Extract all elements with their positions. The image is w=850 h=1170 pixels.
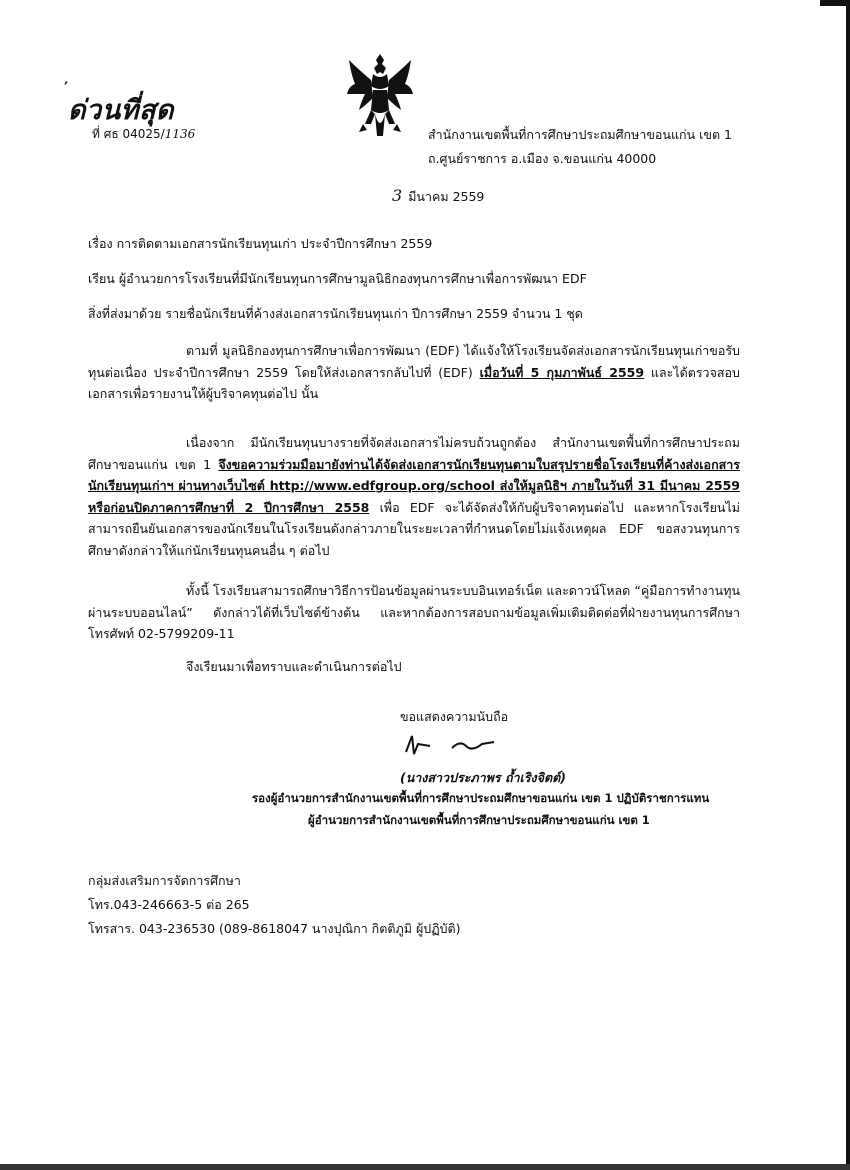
paragraph-request-end: เพื่อ EDF จะได้จัดส่งให้กับผู้บริจาคทุนต่อไป และหากโรงเรียนไม่สามารถยืนยันเอกสารของนักเรียนในโรงเรียนดังกล่าวภายในระยะเวลาที่กำหนดโดยไม่แจ้งเหตุผล EDF ขอสงวนทุนการศึกษาดังกล่าวให้แก่นักเรียนทุนคนอื่น ๆ ต่อไป (88, 499, 740, 558)
scan-edge-bottom (0, 1164, 850, 1170)
signer-name: (นางสาวประภาพร ถ้ำเริงจิตต์) (400, 770, 566, 785)
recipient-line: เรียน ผู้อำนวยการโรงเรียนที่มีนักเรียนทุนการศึกษามูลนิธิกองทุนการศึกษาเพื่อการพัฒนา EDF (88, 271, 587, 286)
signature-closing: ขอแสดงความนับถือ (400, 709, 509, 724)
paragraph-reference-end: และได้ตรวจสอบเอกสารเพื่อรายงานให้ผู้บริจาคทุนต่อไป นั้น (88, 364, 740, 401)
urgent-stamp: ด่วนที่สุด (68, 95, 174, 126)
subject-line: เรื่อง การติดตามเอกสารนักเรียนทุนเก่า ประจำปีการศึกษา 2559 (88, 236, 433, 251)
paragraph-instructions: ทั้งนี้ โรงเรียนสามารถศึกษาวิธีการป้อนข้อมูลผ่านระบบอินเทอร์เน็ต และดาวน์โหลด “คู่มือการทำงานทุน ผ่านระบบออนไลน์” ดังกล่าวได้ที่เว็บไซต์ข้างต้น และหากต้องการสอบถามข้อมูลเพิ่มเติมติดต่อที่ฝ่ายงานทุนการศึกษา โทรศัพท์ 02-5799209-11 (88, 583, 740, 641)
contact-phone: โทร.043-246663-5 ต่อ 265 (88, 897, 250, 912)
signer-acting-position: ผู้อำนวยการสำนักงานเขตพื้นที่การศึกษาประถมศึกษาขอนแก่น เขต 1 (308, 813, 650, 827)
signer-position: รองผู้อำนวยการสำนักงานเขตพื้นที่การศึกษาประถมศึกษาขอนแก่น เขต 1 ปฏิบัติราชการแทน (252, 791, 710, 805)
document-number-handwritten: 1136 (164, 127, 196, 141)
date-day-handwritten: 3 (392, 186, 403, 205)
paragraph-request (88, 432, 740, 561)
garuda-emblem-icon (345, 50, 415, 142)
handwritten-signature (402, 730, 512, 760)
contact-department: กลุ่มส่งเสริมการจัดการศึกษา (88, 873, 241, 888)
closing-line: จึงเรียนมาเพื่อทราบและดำเนินการต่อไป (186, 659, 402, 674)
deadline-date-emphasis: เมื่อวันที่ 5 กุมภาพันธ์ 2559 (479, 364, 645, 380)
document-number-prefix: ที่ ศธ 04025/ (92, 127, 165, 141)
paragraph-reference (88, 340, 740, 405)
handwritten-tick-mark: ′ (64, 78, 69, 97)
scan-edge-right (846, 0, 850, 1170)
letter-date (392, 187, 484, 206)
office-name: สำนักงานเขตพื้นที่การศึกษาประถมศึกษาขอนแก่น เขต 1 (428, 127, 732, 142)
enclosure-line: สิ่งที่ส่งมาด้วย รายชื่อนักเรียนที่ค้างส่งเอกสารนักเรียนทุนเก่า ปีการศึกษา 2559 จำนวน 1 ชุด (88, 306, 583, 321)
contact-fax: โทรสาร. 043-236530 (089-8618047 นางปุณิกา กิตติภูมิ ผู้ปฏิบัติ) (88, 921, 461, 936)
document-number (92, 125, 195, 144)
request-emphasis: จึงขอความร่วมมือมายังท่านได้จัดส่งเอกสารนักเรียนทุนตามใบสรุปรายชื่อโรงเรียนที่ค้างส่งเอกสารนักเรียนทุนเก่าฯ ผ่านทางเว็บไซต์ http://www.edfgroup.org/school ส่งให้มูลนิธิฯ ภายในวันที่ 31 มีนาคม 2559 หรือก่อนปิดภาคการศึกษาที่ 2 ปีการศึกษา 2558 (88, 456, 740, 515)
office-address: ถ.ศูนย์ราชการ อ.เมือง จ.ขอนแก่น 40000 (428, 151, 657, 166)
paragraph-reference-text: ตามที่ มูลนิธิกองทุนการศึกษาเพื่อการพัฒนา (EDF) ได้แจ้งให้โรงเรียนจัดส่งเอกสารนักเรียนทุนเก่าขอรับทุนต่อเนื่อง ประจำปีการศึกษา 2559 โดยให้ส่งเอกสารกลับไปที่ (EDF) (88, 343, 740, 380)
paragraph-request-text: เนื่องจาก มีนักเรียนทุนบางรายที่จัดส่งเอกสารไม่ครบถ้วนถูกต้อง สำนักงานเขตพื้นที่การศึกษาประถมศึกษาขอนแก่น เขต 1 (88, 435, 740, 472)
date-month-year: มีนาคม 2559 (408, 189, 485, 204)
